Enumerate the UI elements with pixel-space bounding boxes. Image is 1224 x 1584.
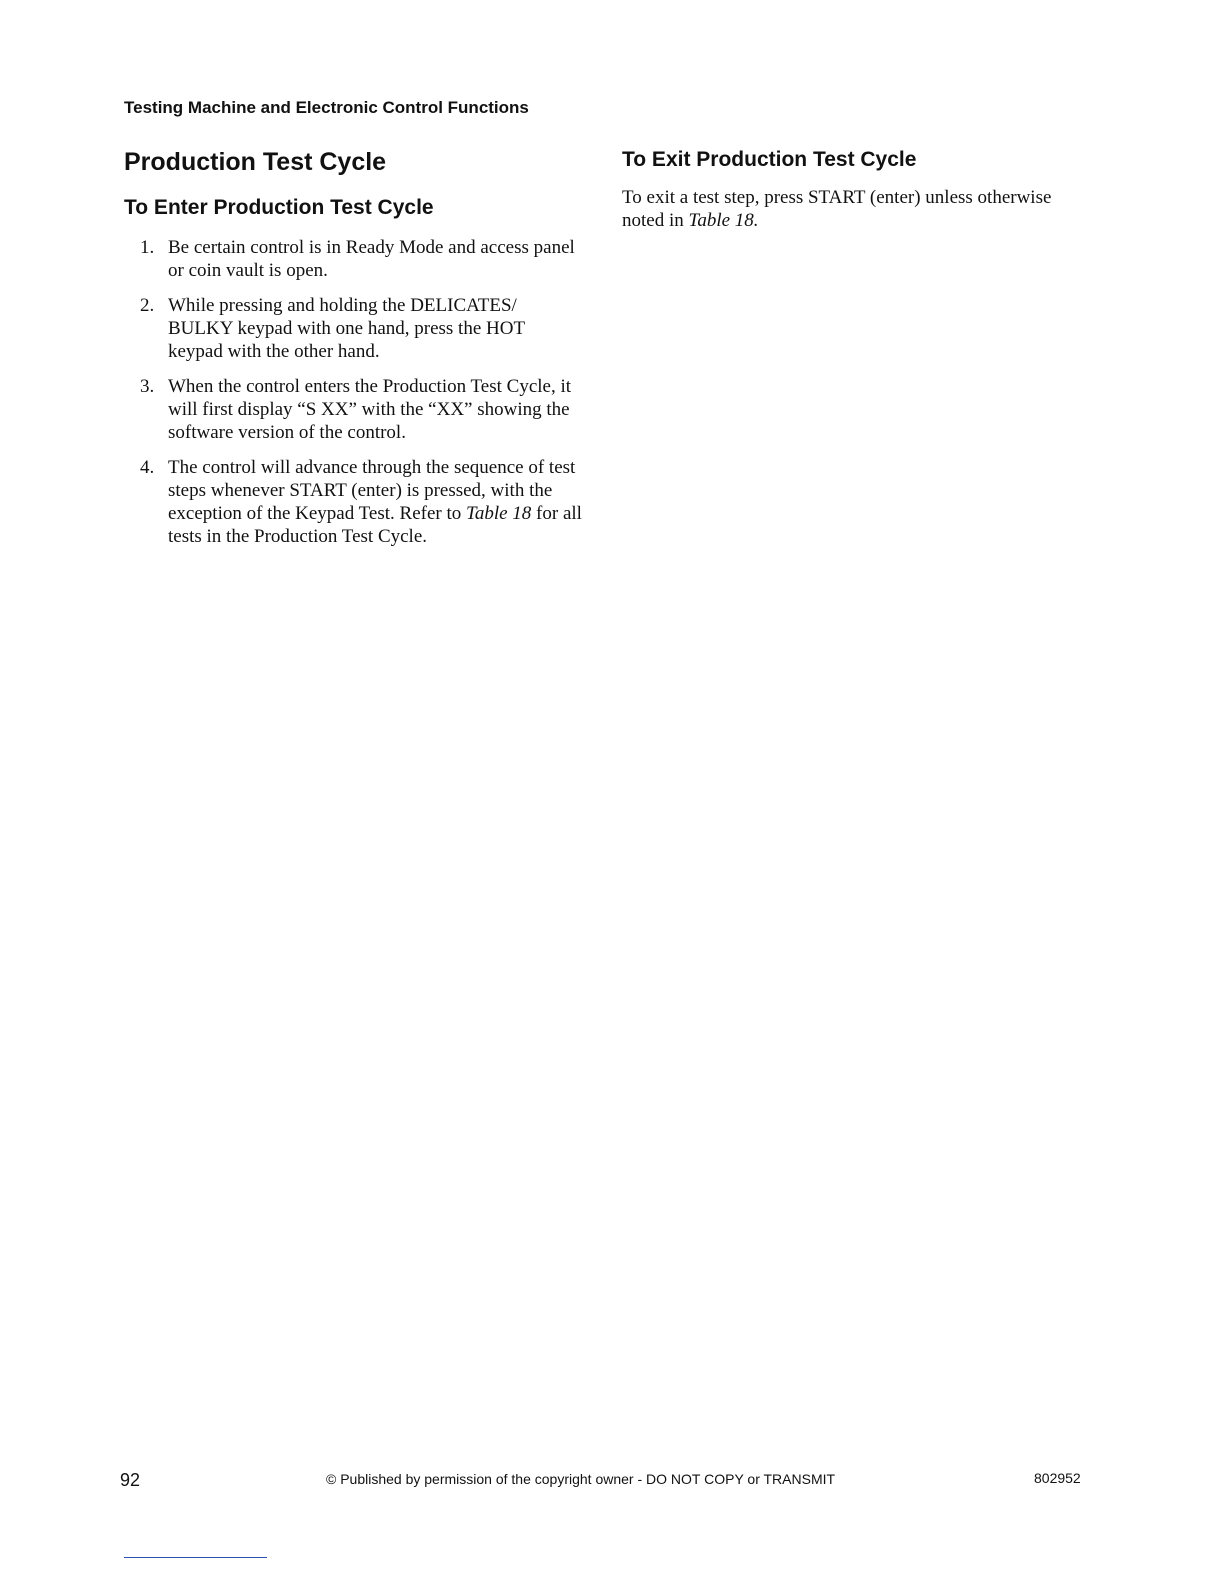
- subsection-title-exit: To Exit Production Test Cycle: [622, 148, 917, 171]
- subsection-title-enter: To Enter Production Test Cycle: [124, 196, 434, 219]
- list-item: [124, 375, 584, 444]
- step-text: for all tests in the Production Test Cycle.: [168, 503, 582, 547]
- list-item: [124, 456, 584, 548]
- document-code: 802952: [1034, 1470, 1081, 1486]
- table-reference: Table 18: [466, 503, 532, 524]
- exit-text: To exit a test step, press START (enter) unless otherwise noted in: [622, 187, 1052, 231]
- step-number: 1.: [140, 237, 155, 258]
- step-number: 3.: [140, 376, 155, 397]
- table-reference: Table 18.: [688, 210, 759, 231]
- step-text: When the control enters the Production Test Cycle, it will first display “S XX” with the “XX” showing the software version of the control.: [168, 376, 572, 443]
- section-title: Production Test Cycle: [124, 148, 387, 176]
- copyright-notice: © Published by permission of the copyright owner - DO NOT COPY or TRANSMIT: [326, 1471, 836, 1487]
- left-column: [124, 146, 584, 560]
- step-text: Be certain control is in Ready Mode and access panel or coin vault is open.: [168, 237, 575, 281]
- step-number: 2.: [140, 295, 155, 316]
- running-header: Testing Machine and Electronic Control Functions: [124, 98, 529, 117]
- steps-list: [124, 236, 584, 548]
- list-item: [124, 294, 584, 363]
- list-item: [124, 236, 584, 282]
- page-number: 92: [120, 1470, 141, 1490]
- step-text: While pressing and holding the DELICATES/ BULKY keypad with one hand, press the HOT keypad with the other hand.: [168, 295, 525, 362]
- step-number: 4.: [140, 457, 155, 478]
- step-text: The control will advance through the sequence of test steps whenever START (enter) is pressed, with the exception of the Keypad Test. Refer to: [168, 457, 576, 524]
- right-column: [622, 146, 1092, 232]
- exit-paragraph: [622, 186, 1092, 232]
- footnote-rule: [124, 1557, 267, 1558]
